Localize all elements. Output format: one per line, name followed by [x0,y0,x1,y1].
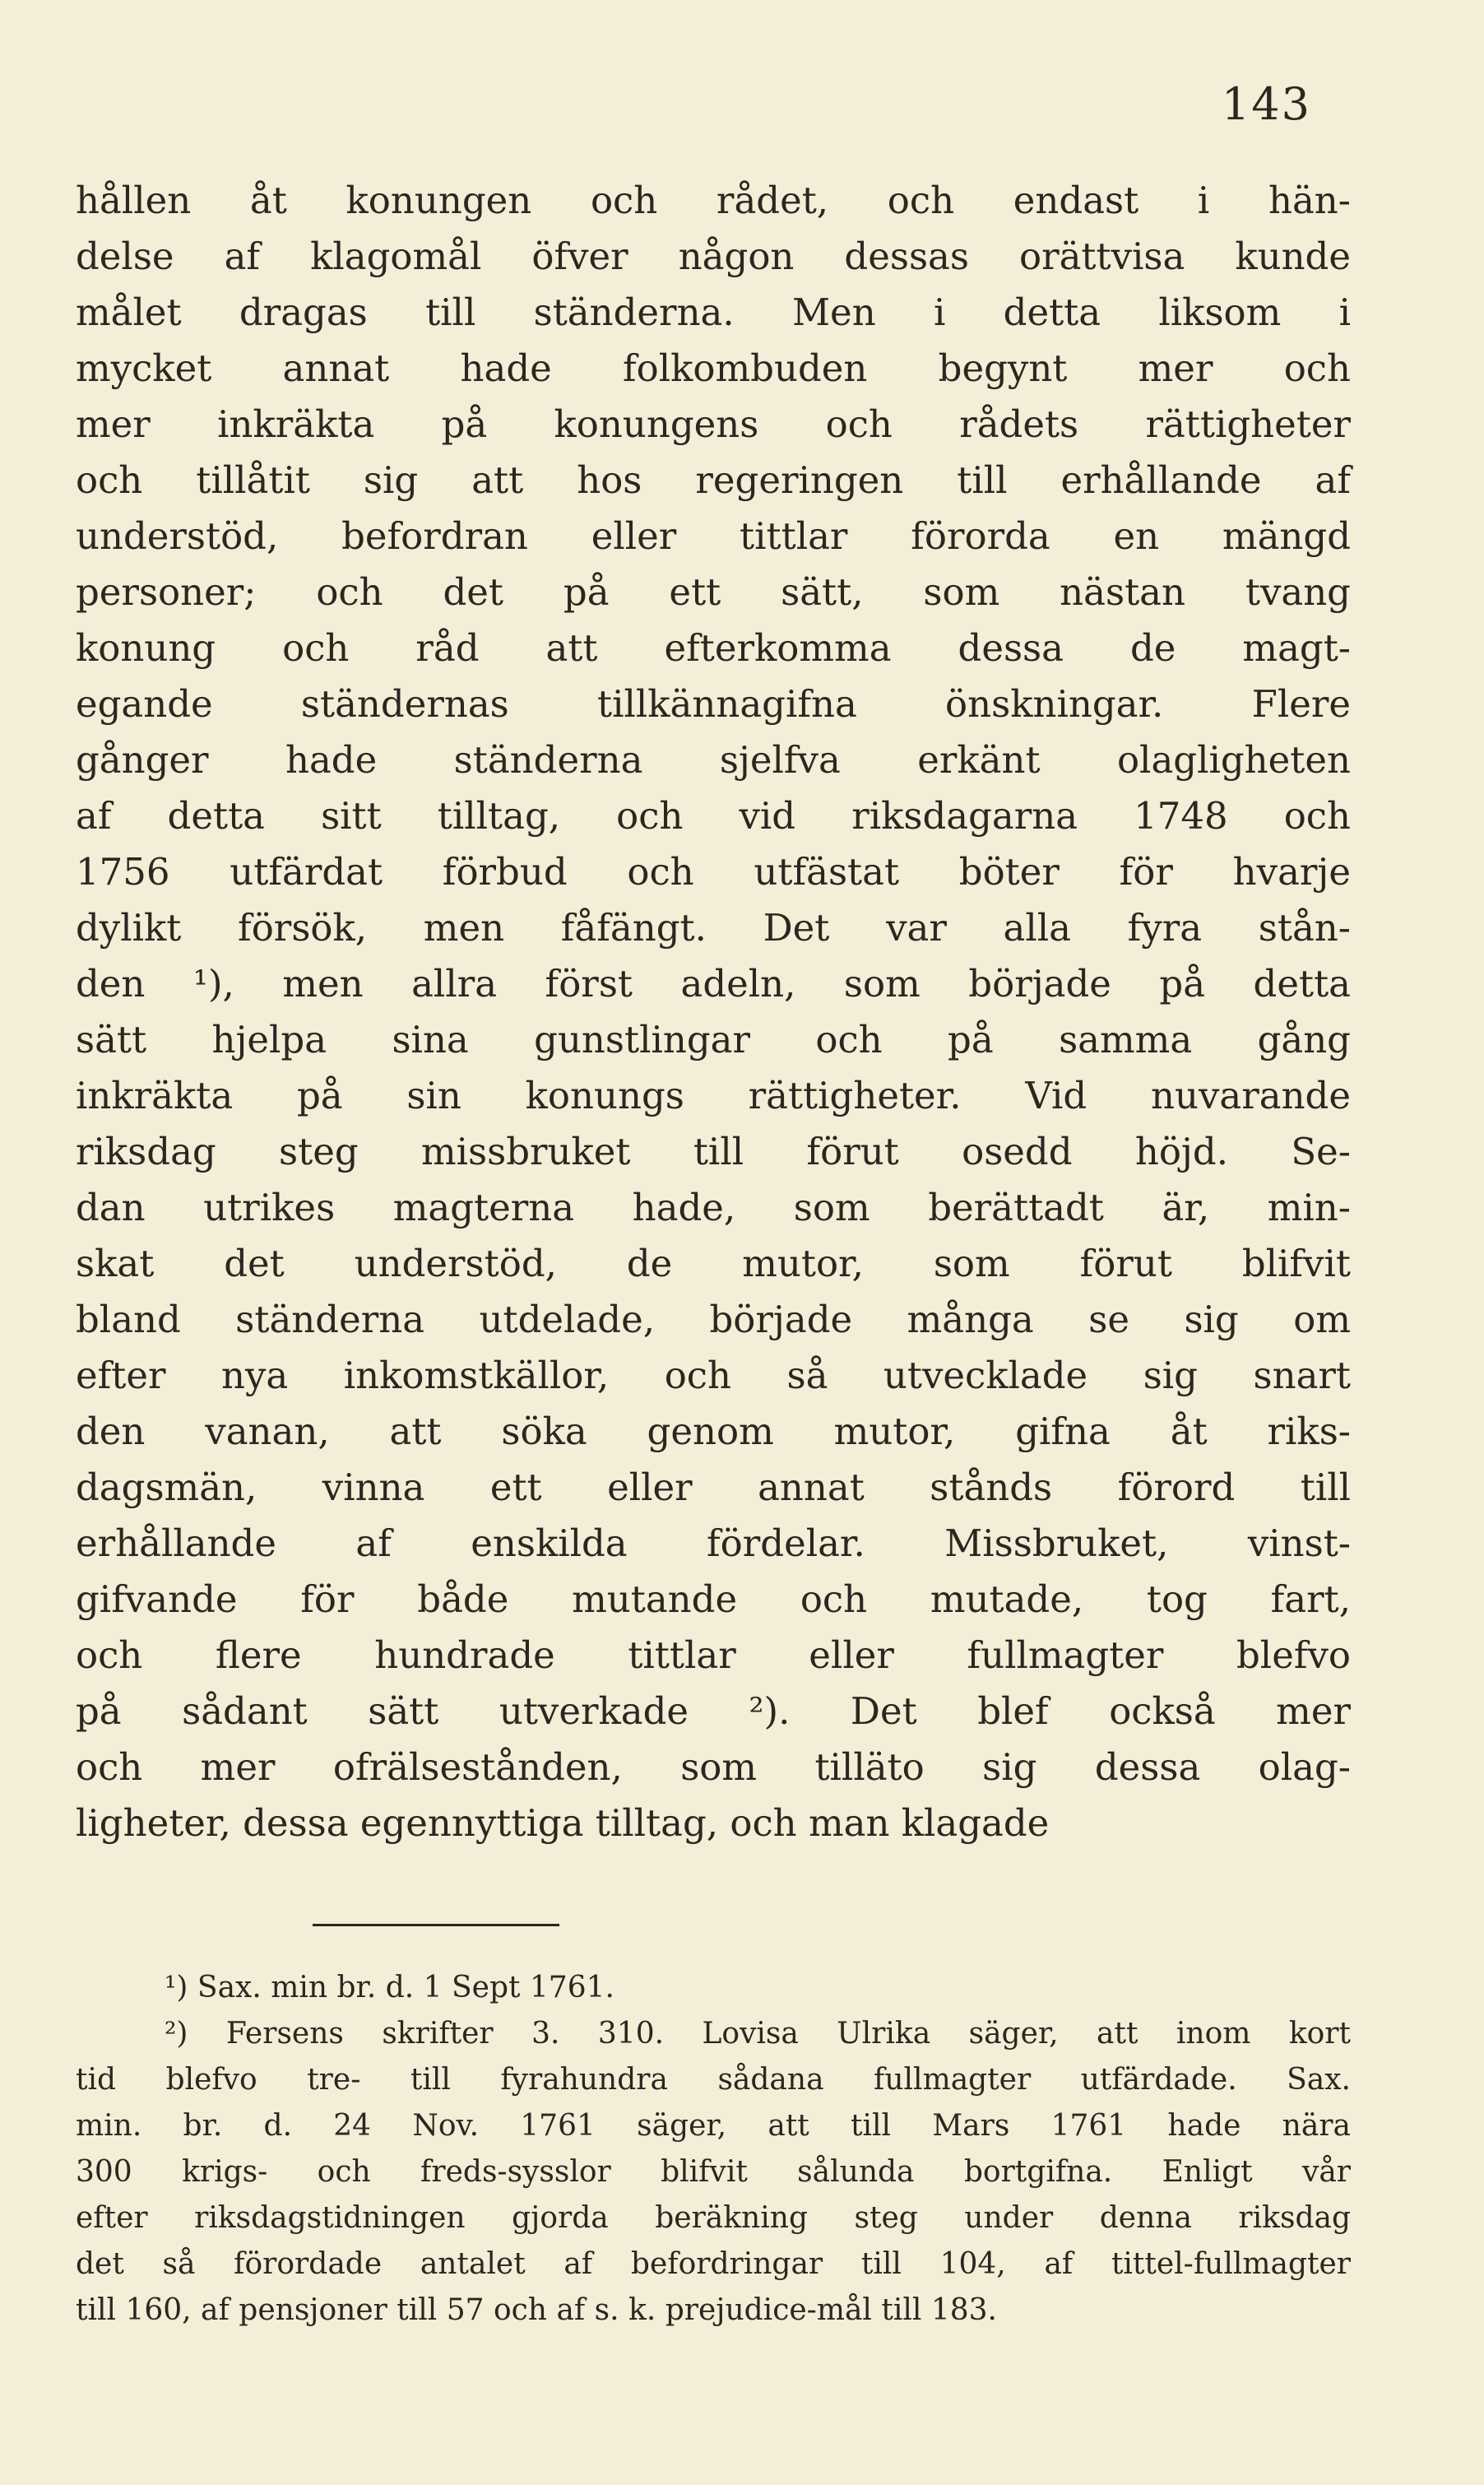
footnote-line: tid blefvo tre- till fyrahundra sådana fullmagter utfärdade. Sax. [76,2063,1351,2097]
footnotes [76,1965,1351,2334]
text-line: inkräkta på sin konungs rättigheter. Vid nuvarande [76,1074,1351,1117]
text-line: efter nya inkomstkällor, och så utvecklade sig snart [76,1354,1351,1397]
page-number: 143 [1221,78,1311,130]
text-line: delse af klagomål öfver någon dessas orättvisa kunde [76,235,1351,278]
footnote-line: min. br. d. 24 Nov. 1761 säger, att till Mars 1761 hade nära [76,2109,1351,2143]
text-line: på sådant sätt utverkade ²). Det blef också mer [76,1689,1351,1733]
text-line: och flere hundrade tittlar eller fullmagter blefvo [76,1633,1351,1677]
text-line: dagsmän, vinna ett eller annat stånds förord till [76,1465,1351,1509]
text-line: den ¹), men allra först adeln, som började på detta [76,962,1351,1006]
text-line: egande ständernas tillkännagifna önskningar. Flere [76,682,1351,726]
footnote-line: det så förordade antalet af befordringar till 104, af tittel-fullmagter [76,2247,1351,2281]
text-line: den vanan, att söka genom mutor, gifna åt riks- [76,1410,1351,1453]
text-line: understöd, befordran eller tittlar förorda en mängd [76,514,1351,558]
text-line: ligheter, dessa egennyttiga tilltag, och man klagade [76,1801,1050,1845]
text-line: konung och råd att efterkomma dessa de magt- [76,626,1351,670]
text-line: 1756 utfärdat förbud och utfästat böter för hvarje [76,850,1351,894]
text-line: personer; och det på ett sätt, som nästan tvang [76,570,1351,614]
footnote-line: ¹) Sax. min br. d. 1 Sept 1761. [165,1971,614,2004]
text-line: målet dragas till ständerna. Men i detta liksom i [76,290,1351,334]
text-line: dylikt försök, men fåfängt. Det var alla fyra stån- [76,906,1351,950]
footnote-line: 300 krigs- och freds-sysslor blifvit sålunda bortgifna. Enligt vår [76,2155,1351,2189]
text-line: riksdag steg missbruket till förut osedd höjd. Se- [76,1130,1351,1173]
text-line: gånger hade ständerna sjelfva erkänt olagligheten [76,738,1351,782]
footnote-line: till 160, af pensjoner till 57 och af s. k. prejudice-mål till 183. [76,2293,997,2327]
text-line: mycket annat hade folkombuden begynt mer och [76,346,1351,390]
text-line: dan utrikes magterna hade, som berättadt är, min- [76,1186,1351,1229]
body-text [76,173,1351,1851]
text-line: gifvande för både mutande och mutade, tog fart, [76,1577,1351,1621]
text-line: af detta sitt tilltag, och vid riksdagarna 1748 och [76,794,1351,838]
footnote-rule [313,1924,559,1926]
text-line: skat det understöd, de mutor, som förut blifvit [76,1242,1351,1285]
text-line: erhållande af enskilda fördelar. Missbruket, vinst- [76,1521,1351,1565]
text-line: hållen åt konungen och rådet, och endast i hän- [76,179,1351,222]
footnote-line: ²) Fersens skrifter 3. 310. Lovisa Ulrika säger, att inom kort [165,2017,1351,2051]
text-line: mer inkräkta på konungens och rådets rättigheter [76,402,1351,446]
text-line: och mer ofrälsestånden, som tilläto sig dessa olag- [76,1745,1351,1789]
text-line: sätt hjelpa sina gunstlingar och på samma gång [76,1018,1351,1061]
footnote-line: efter riksdagstidningen gjorda beräkning steg under denna riksdag [76,2201,1351,2235]
text-line: bland ständerna utdelade, började många se sig om [76,1298,1351,1341]
text-line: och tillåtit sig att hos regeringen till erhållande af [76,458,1351,502]
